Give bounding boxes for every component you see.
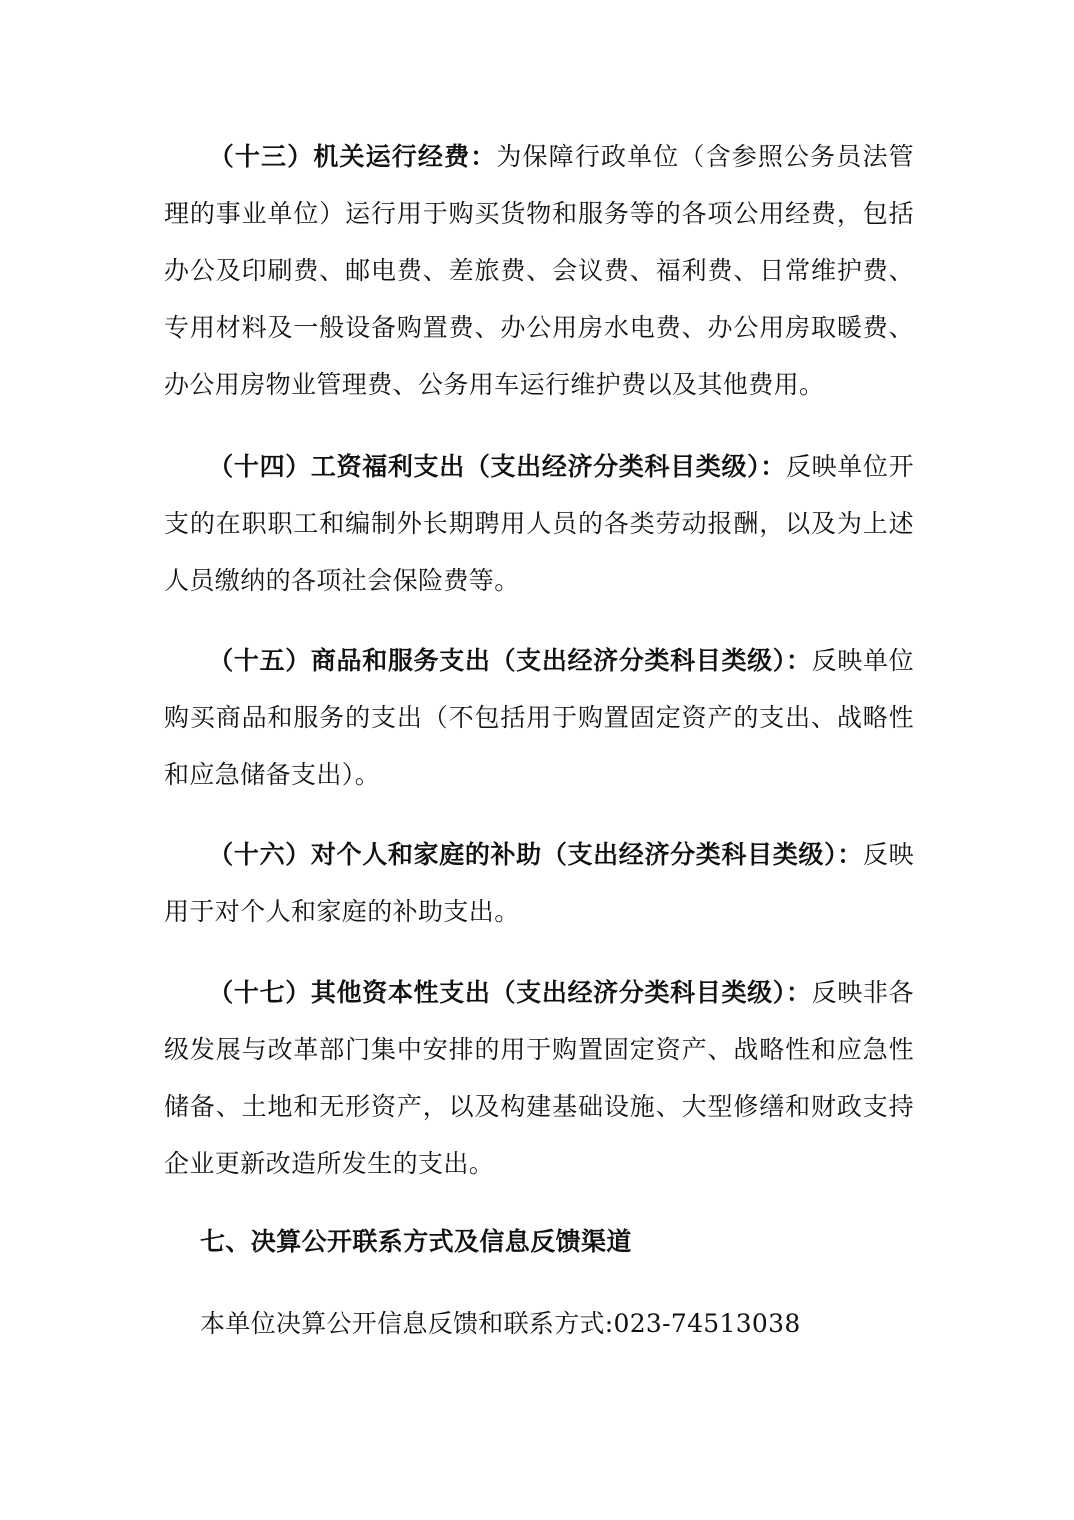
definition-paragraph-13 (164, 128, 914, 413)
definition-term: （十六）对个人和家庭的补助（支出经济分类科目类级） (208, 840, 838, 869)
definition-paragraph-14 (164, 438, 914, 609)
definition-paragraph-15 (164, 632, 914, 803)
definition-term: （十三）机关运行经费 (208, 142, 471, 171)
definition-separator: ： (837, 840, 863, 869)
definition-term: （十七）其他资本性支出（支出经济分类科目类级） (208, 978, 786, 1007)
definition-body: 为保障行政单位（含参照公务员法管理的事业单位）运行用于购买货物和服务等的各项公用经费，包括办公及印刷费、邮电费、差旅费、会议费、福利费、日常维护费、专用材料及一般设备购置费、办公用房水电费、办公用房取暖费、办公用房物业管理费、公务用车运行维护费以及其他费用。 (164, 142, 914, 399)
definition-paragraph-17 (164, 964, 914, 1192)
definition-separator: ： (470, 142, 497, 171)
definition-separator: ： (785, 646, 812, 675)
contact-info: 本单位决算公开信息反馈和联系方式:023-74513038 (200, 1309, 801, 1338)
section-heading: 七、决算公开联系方式及信息反馈渠道 (200, 1227, 632, 1256)
definition-term: （十四）工资福利支出（支出经济分类科目类级） (208, 452, 761, 481)
definition-body: 反映用于对个人和家庭的补助支出。 (164, 840, 914, 926)
definition-separator: ： (785, 978, 812, 1007)
definition-body: 反映单位购买商品和服务的支出（不包括用于购置固定资产的支出、战略性和应急储备支出）。 (164, 646, 915, 789)
definition-body: 反映单位开支的在职职工和编制外长期聘用人员的各类劳动报酬，以及为上述人员缴纳的各项社会保险费等。 (164, 452, 914, 595)
definition-term: （十五）商品和服务支出（支出经济分类科目类级） (208, 646, 786, 675)
definition-body: 反映非各级发展与改革部门集中安排的用于购置固定资产、战略性和应急性储备、土地和无形资产，以及构建基础设施、大型修缮和财政支持企业更新改造所发生的支出。 (164, 978, 915, 1178)
definition-paragraph-16 (164, 826, 914, 940)
definition-separator: ： (760, 452, 786, 481)
